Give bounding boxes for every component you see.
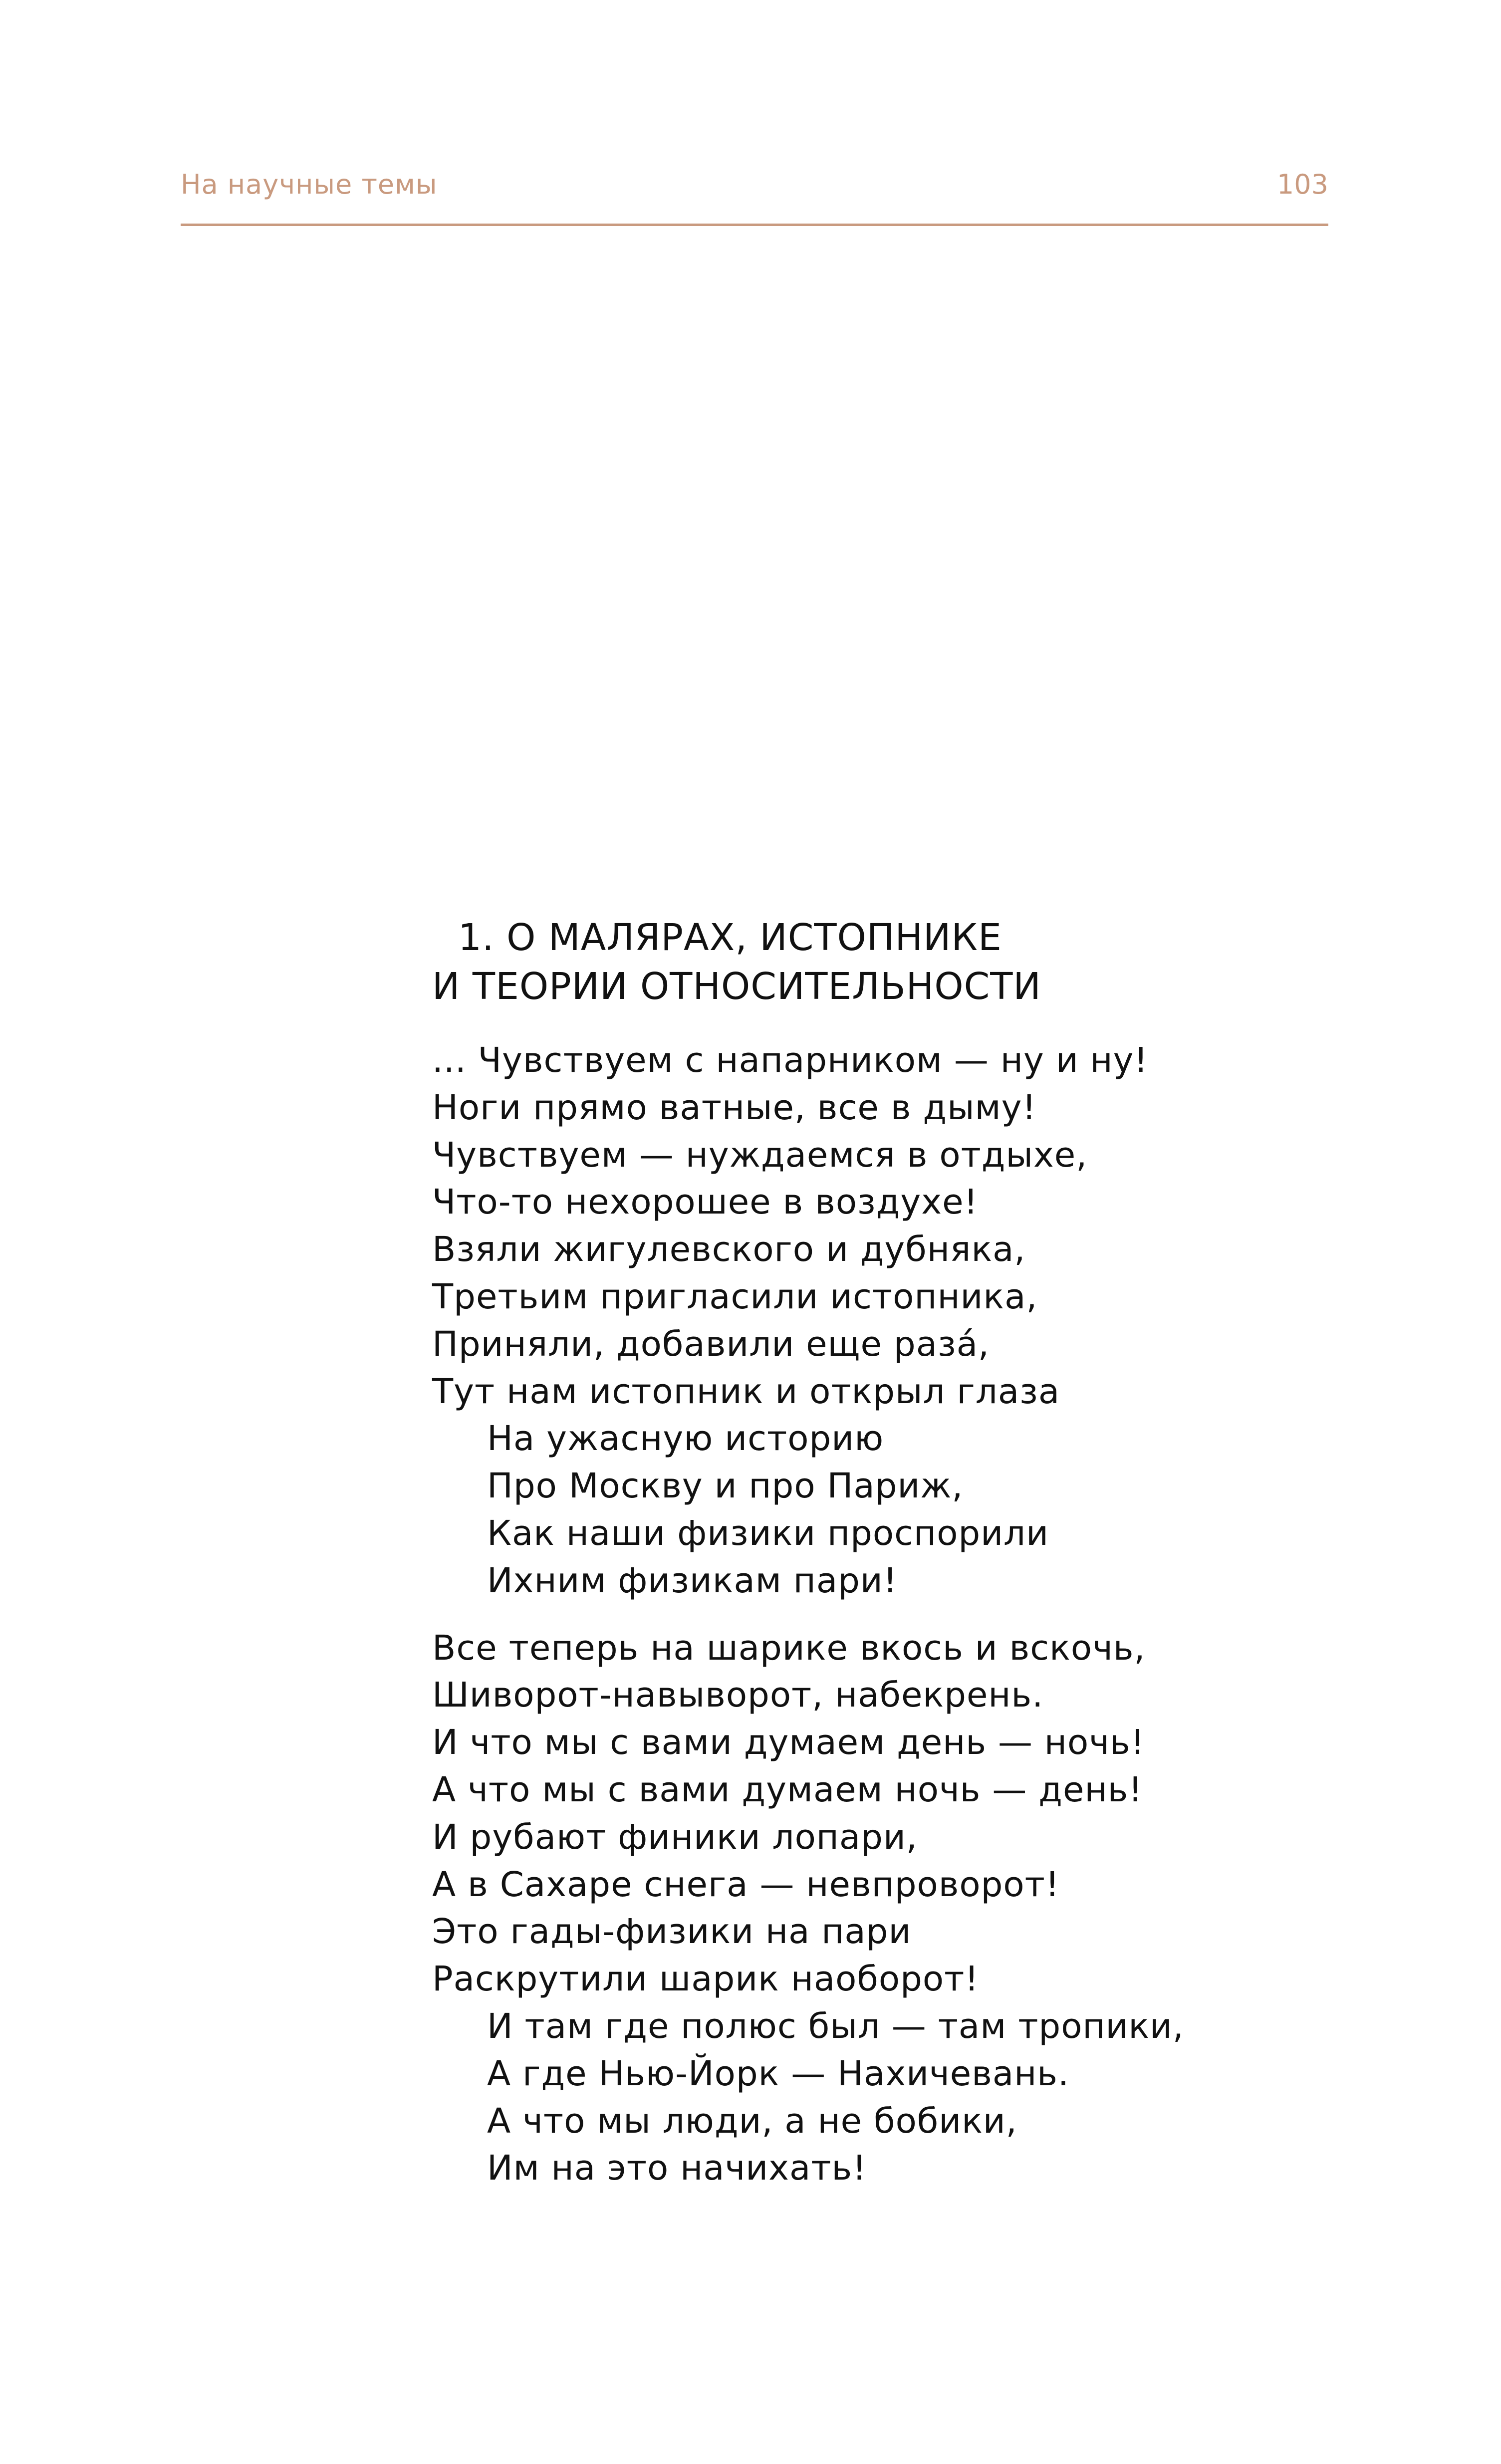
poem-line: Ноги прямо ватные, все в дыму! [432,1087,1037,1128]
poem [432,913,1280,2192]
poem-line: Раскрутили шарик наоборот! [432,1959,979,1999]
header-rule [181,224,1328,226]
poem-line-indented: На ужасную историю [487,1419,884,1459]
poem-line-indented: А где Нью-Йорк — Нахичевань. [487,2053,1069,2094]
stanza-2 [432,1625,1280,2193]
poem-line: Тут нам истопник и открыл глаза [432,1371,1060,1412]
poem-line: ... Чувствуем с напарником — ну и ну! [432,1040,1149,1080]
poem-line: Шиворот-навыворот, набекрень. [432,1675,1044,1716]
section-name: На научные темы [181,169,438,200]
poem-line: Это гады-физики на пари [432,1912,912,1952]
poem-line: Взяли жигулевского и дубняка, [432,1230,1026,1270]
poem-line: И рубают финики лопари, [432,1817,918,1857]
poem-line-indented: Как наши физики проспорили [487,1513,1049,1553]
stanza-1 [432,1037,1280,1605]
poem-title [432,913,1280,1011]
poem-line: Все теперь на шарике вкось и вскочь, [432,1628,1146,1668]
poem-title-line: 1. О МАЛЯРАХ, ИСТОПНИКЕ [458,916,1002,959]
poem-line-indented: А что мы люди, а не бобики, [487,2101,1017,2141]
poem-line: Чувствуем — нуждаемся в отдыхе, [432,1135,1088,1175]
running-head [181,165,1328,205]
poem-line-indented: Ихним физикам пари! [487,1560,898,1601]
poem-line-indented: И там где полюс был — там тропики, [487,2006,1184,2046]
poem-line: И что мы с вами думаем день — ночь! [432,1723,1145,1763]
poem-title-line: И ТЕОРИИ ОТНОСИТЕЛЬНОСТИ [432,965,1041,1008]
poem-line: Приняли, добавили еще разá, [432,1324,990,1364]
poem-line: А что мы с вами думаем ночь — день! [432,1769,1143,1810]
poem-line: Третьим пригласили истопника, [432,1276,1038,1317]
page-number: 103 [1276,169,1328,200]
poem-line: Что-то нехорошее в воздухе! [432,1182,979,1223]
poem-line-indented: Им на это начихать! [487,2148,867,2189]
poem-line: А в Сахаре снега — невпроворот! [432,1864,1060,1905]
poem-line-indented: Про Москву и про Париж, [487,1466,964,1506]
